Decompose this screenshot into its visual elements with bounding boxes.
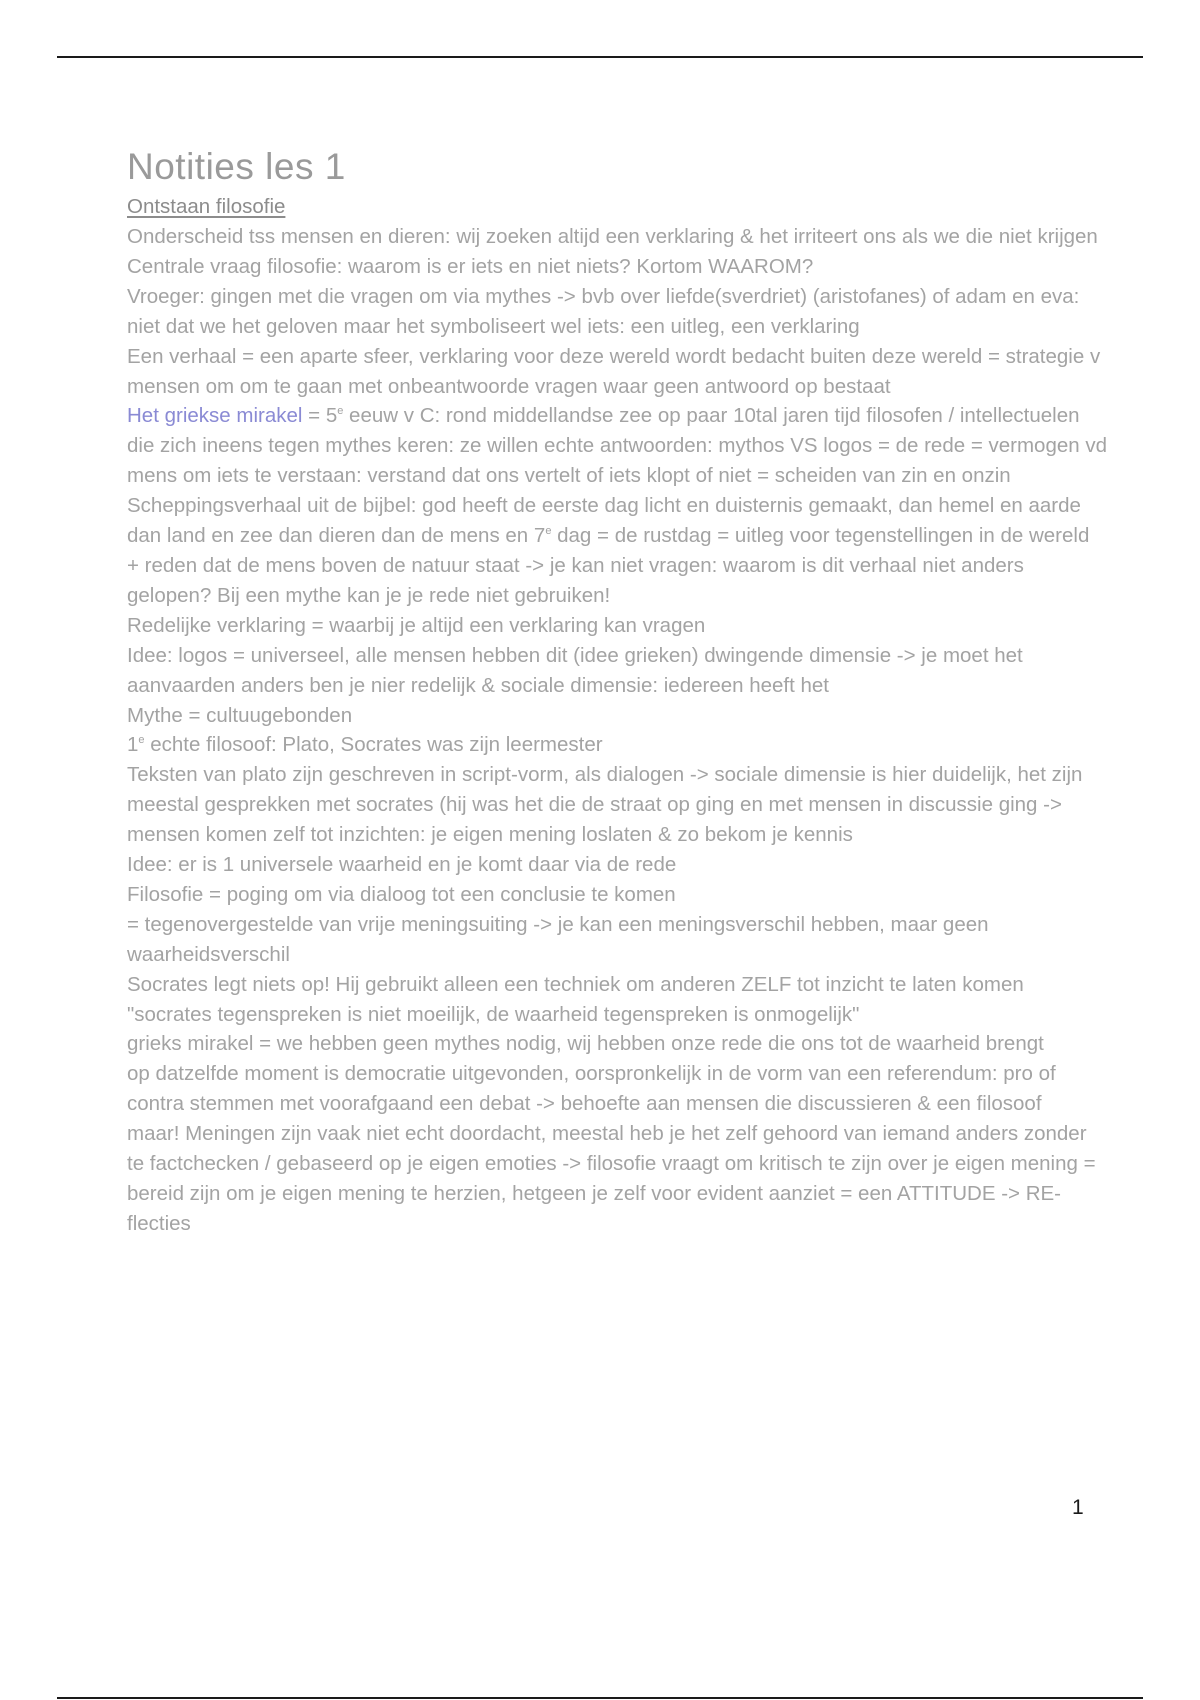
paragraph: "socrates tegenspreken is niet moeilijk, de waarheid tegenspreken is onmogelijk" xyxy=(127,1002,860,1026)
paragraph: Filosofie = poging om via dialoog tot een conclusie te komen xyxy=(127,882,676,906)
page-title: Notities les 1 xyxy=(127,146,346,187)
paragraph: Idee: er is 1 universele waarheid en je komt daar via de rede xyxy=(127,853,677,877)
paragraph: Centrale vraag filosofie: waarom is er iets en niet niets? Kortom WAAROM? xyxy=(127,254,814,278)
page-number: 1 xyxy=(1072,1496,1084,1519)
header-rule xyxy=(57,56,1143,58)
paragraph: Vroeger: gingen met die vragen om via mythes -> bvb over liefde(sverdriet) (aristofanes) of adam en eva: niet dat we het geloven maar het symboliseert wel iets: een uitleg, een verklaring xyxy=(127,284,1080,338)
paragraph: Idee: logos = universeel, alle mensen hebben dit (idee grieken) dwingende dimensie -> je moet het aanvaarden anders ben je nier redelijk & sociale dimensie: iedereen heeft het xyxy=(127,643,1023,697)
paragraph: Teksten van plato zijn geschreven in script-vorm, als dialogen -> sociale dimensie is hier duidelijk, het zijn meestal gesprekken met socrates (hij was het die de straat op ging en met mensen in discussie ging -> mensen komen zelf tot inzichten: je eigen mening loslaten & zo bekom je kennis xyxy=(127,763,1083,847)
paragraph: grieks mirakel = we hebben geen mythes nodig, wij hebben onze rede die ons tot de waarheid brengt xyxy=(127,1032,1044,1056)
paragraph: Mythe = cultuugebonden xyxy=(127,703,353,727)
paragraph: Redelijke verklaring = waarbij je altijd een verklaring kan vragen xyxy=(127,613,706,637)
paragraph: Het griekse mirakel = $5^e$ eeuw v C: rond middellandse zee op paar 10tal jaren tijd filosofen / intellectuelen die zich ineens tegen mythes keren: ze willen echte antwoorden: mythos VS logos = de rede = vermogen vd mens om iets te verstaan: verstand dat ons vertelt of iets klopt of niet = scheiden van zin en onzin xyxy=(127,404,1108,488)
section-heading: Ontstaan filosofie xyxy=(127,195,286,218)
paragraph: Scheppingsverhaal uit de bijbel: god heeft de eerste dag licht en duisternis gemaakt, dan hemel en aarde dan land en zee dan dieren dan de mens en 7e dag = de rustdag = uitleg voor tegenstellingen in de wereld + reden dat de mens boven de natuur staat -> je kan niet vragen: waarom is dit verhaal niet anders gelopen? Bij een mythe kan je je rede niet gebruiken! xyxy=(127,494,1090,607)
footer-rule xyxy=(57,1697,1143,1699)
paragraph: Een verhaal = een aparte sfeer, verklaring voor deze wereld wordt bedacht buiten deze wereld = strategie v mensen om om te gaan met onbeantwoorde vragen waar geen antwoord op bestaat xyxy=(127,344,1101,398)
paragraph: op datzelfde moment is democratie uitgevonden, oorspronkelijk in de vorm van een referendum: pro of contra stemmen met voorafgaand een debat -> behoefte aan mensen die discussieren & een filosoof xyxy=(127,1062,1056,1116)
paragraph: maar! Meningen zijn vaak niet echt doordacht, meestal heb je het zelf gehoord van iemand anders zonder te factchecken / gebaseerd op je eigen emoties -> filosofie vraagt om kritisch te zijn over je eigen mening = bereid zijn om je eigen mening te herzien, hetgeen je zelf voor evident aanziet = een ATTITUDE -> RE-flecties xyxy=(127,1122,1096,1235)
paragraph: Onderscheid tss mensen en dieren: wij zoeken altijd een verklaring & het irriteert ons als we die niet krijgen xyxy=(127,225,1098,248)
griekse-mirakel-link[interactable]: Het griekse mirakel xyxy=(127,404,303,428)
paragraph: = tegenovergestelde van vrije meningsuiting -> je kan een meningsverschil hebben, maar geen waarheidsverschil xyxy=(127,912,989,966)
document-body xyxy=(127,142,1107,1239)
paragraph: 1e echte filosoof: Plato, Socrates was zijn leermester xyxy=(127,733,603,757)
paragraph: Socrates legt niets op! Hij gebruikt alleen een techniek om anderen ZELF tot inzicht te laten komen xyxy=(127,972,1024,996)
